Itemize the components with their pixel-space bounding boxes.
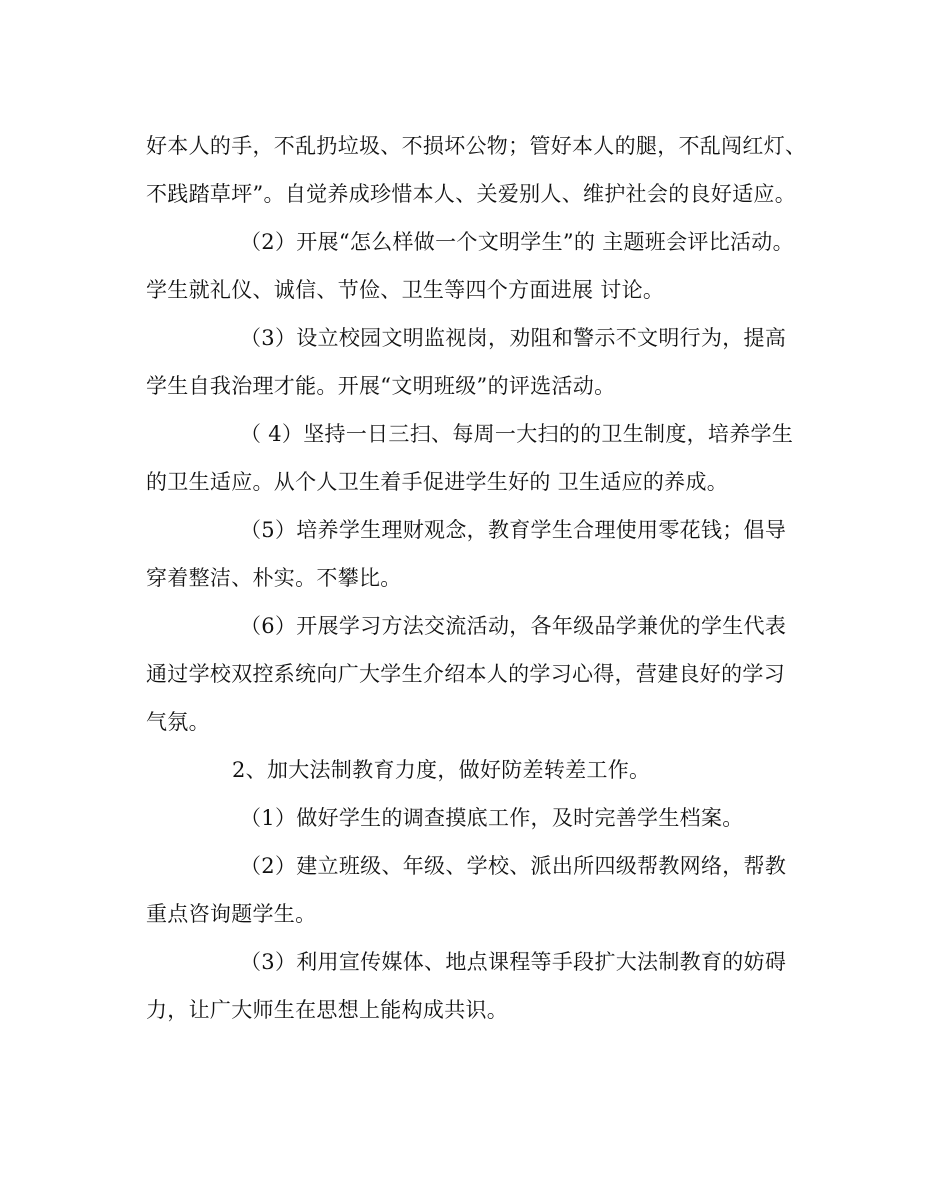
- text-line: 穿着整洁、朴实。不攀比。: [146, 566, 402, 590]
- section-heading: 2、加大法制教育力度，做好防差转差工作。: [232, 758, 651, 782]
- text-line: （5）培养学生理财观念，教育学生合理使用零花钱；倡导: [240, 518, 787, 542]
- text-line: 学生自我治理才能。开展“文明班级”的评选活动。: [146, 374, 616, 398]
- text-line: 的卫生适应。从个人卫生着手促进学生好的 卫生适应的养成。: [146, 470, 729, 494]
- text-line: （2）建立班级、年级、学校、派出所四级帮教网络，帮教: [240, 854, 787, 878]
- text-line: （2）开展“怎么样做一个文明学生”的 主题班会评比活动。: [240, 230, 794, 254]
- text-line: 学生就礼仪、诚信、节俭、卫生等四个方面进展 讨论。: [146, 278, 665, 302]
- text-line: （1）做好学生的调查摸底工作，及时完善学生档案。: [240, 806, 744, 830]
- text-line: （3）利用宣传媒体、地点课程等手段扩大法制教育的妨碍: [240, 950, 787, 974]
- text-line: 不践踏草坪”。自觉养成珍惜本人、关爱别人、维护社会的良好适应。: [146, 182, 797, 206]
- text-line: （ 4）坚持一日三扫、每周一大扫的的卫生制度，培养学生: [240, 422, 794, 446]
- text-line: 好本人的手，不乱扔垃圾、不损坏公物；管好本人的腿，不乱闯红灯、: [146, 134, 807, 158]
- document-body: [146, 126, 826, 1038]
- text-line: （6）开展学习方法交流活动，各年级品学兼优的学生代表: [240, 614, 787, 638]
- text-line: 力，让广大师生在思想上能构成共识。: [146, 998, 509, 1022]
- text-line: （3）设立校园文明监视岗，劝阻和警示不文明行为，提高: [240, 326, 787, 350]
- text-line: 气氛。: [146, 710, 210, 734]
- text-line: 通过学校双控系统向广大学生介绍本人的学习心得，营建良好的学习: [146, 662, 785, 686]
- text-line: 重点咨询题学生。: [146, 902, 317, 926]
